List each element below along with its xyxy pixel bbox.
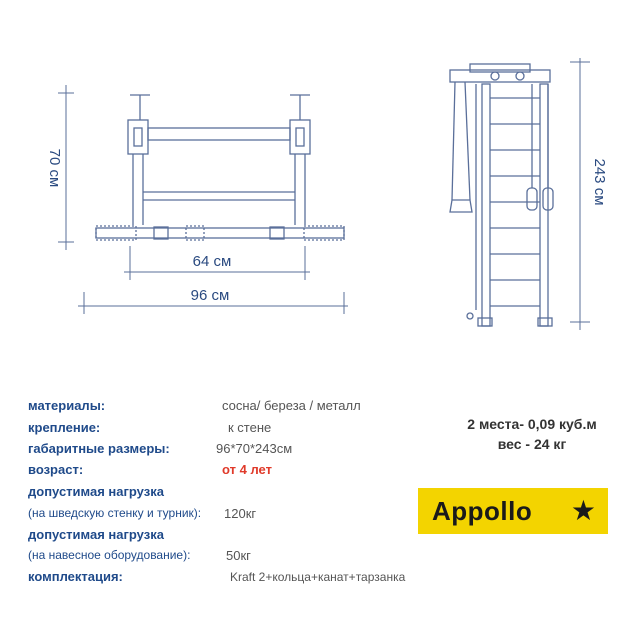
spec-load2-note: (на навесное оборудование):: [28, 548, 191, 562]
dimension-243: [570, 58, 590, 330]
wall-bars-drawing: [450, 64, 553, 326]
shipping-weight: вес - 24 кг: [497, 436, 567, 452]
appollo-logo: [418, 488, 608, 534]
spec-age-label: возраст:: [28, 462, 84, 477]
dim-label-96: 96 см: [190, 287, 230, 304]
spec-materials-value: сосна/ береза / металл: [222, 398, 361, 413]
dim-label-70: 70 см: [46, 148, 63, 188]
spec-load1-label: допустимая нагрузка: [28, 484, 164, 499]
shipping-places: 2 места- 0,09 куб.м: [467, 416, 597, 432]
spec-mount-value: к стене: [228, 420, 272, 435]
top-view-bar-drawing: [96, 95, 344, 240]
logo-text: Appollo: [432, 496, 533, 526]
spec-kit-value: Kraft 2+кольца+канат+тарзанка: [230, 570, 406, 584]
spec-load2-value: 50кг: [226, 548, 251, 563]
spec-load1-note: (на шведскую стенку и турник):: [28, 506, 202, 520]
spec-age-value: от 4 лет: [222, 462, 272, 477]
dim-label-243: 243 см: [591, 158, 608, 206]
spec-load2-label: допустимая нагрузка: [28, 527, 164, 542]
spec-kit-label: комплектация:: [28, 569, 123, 584]
spec-size-label: габаритные размеры:: [28, 441, 170, 456]
star-icon: ★: [570, 495, 596, 526]
dim-label-64: 64 см: [192, 253, 232, 270]
spec-mount-label: крепление:: [28, 420, 101, 435]
spec-load1-value: 120кг: [224, 506, 257, 521]
spec-size-value: 96*70*243см: [216, 441, 293, 456]
spec-materials-label: материалы:: [28, 398, 106, 413]
